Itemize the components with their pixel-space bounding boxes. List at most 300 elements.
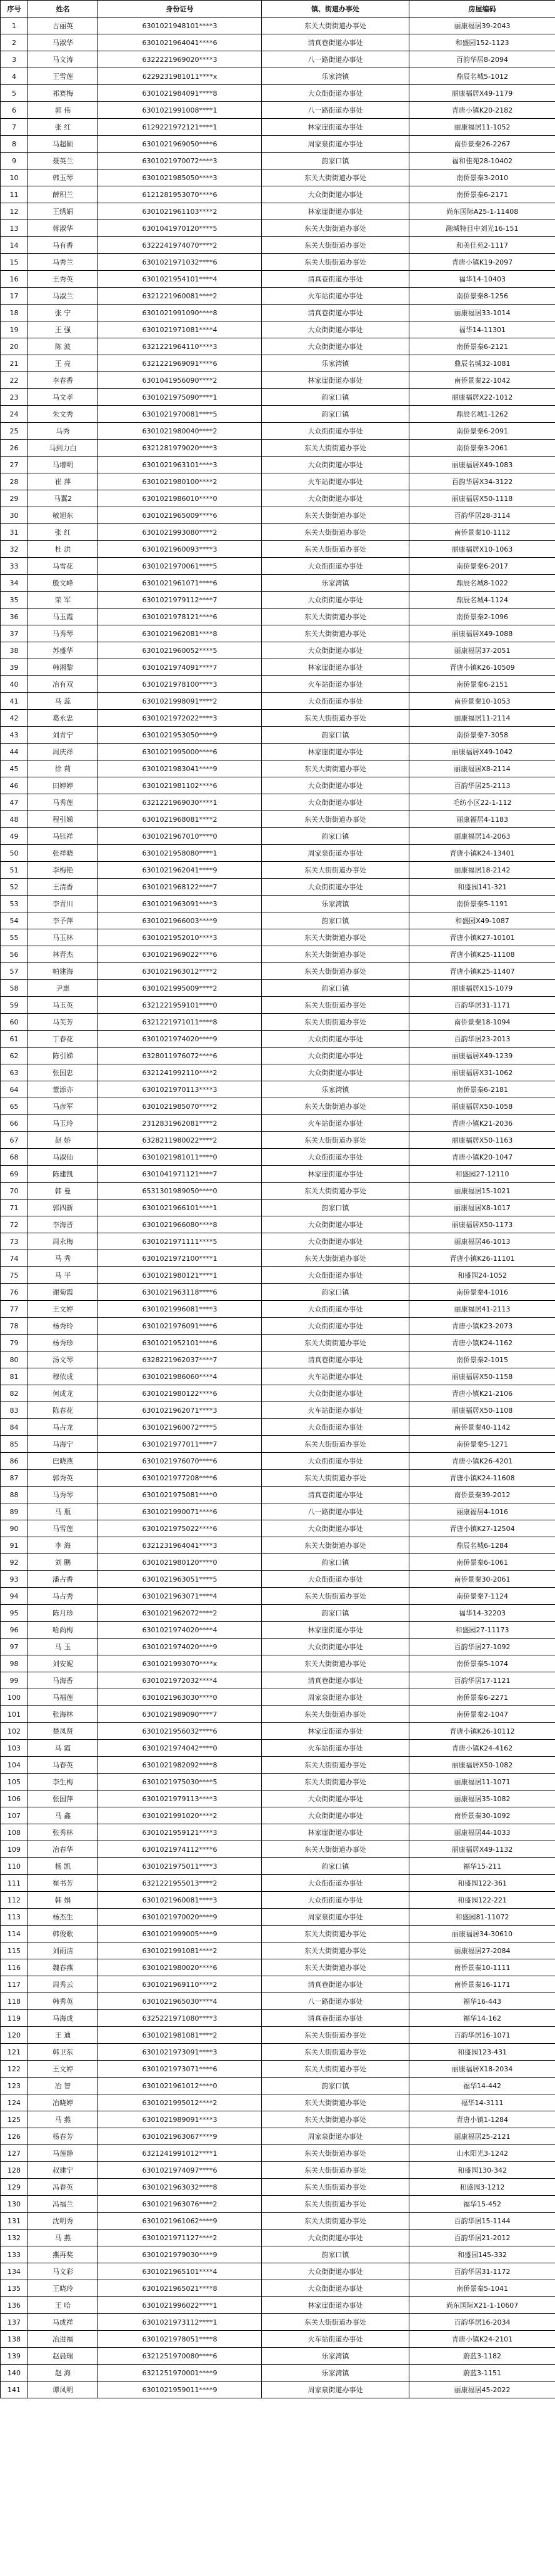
- cell-index: 32: [1, 541, 28, 558]
- cell-district: 大众街街道办事处: [262, 321, 409, 338]
- cell-id-number: 6301021959011****9: [98, 2382, 262, 2398]
- cell-house-code: 丽康福居27-2084: [409, 1942, 555, 1959]
- cell-name: 马秀: [28, 423, 98, 440]
- cell-id-number: 6301021966080****8: [98, 1216, 262, 1233]
- cell-district: 周家泉街道办事处: [262, 1689, 409, 1706]
- cell-index: 75: [1, 1267, 28, 1284]
- cell-house-code: 青唐小镇K20-1047: [409, 1149, 555, 1166]
- cell-index: 104: [1, 1757, 28, 1774]
- table-row: [1, 102, 555, 119]
- cell-house-code: 百韵华居16-1071: [409, 2027, 555, 2044]
- cell-index: 115: [1, 1942, 28, 1959]
- table-row: [1, 1048, 555, 1064]
- cell-id-number: 6301021970113****3: [98, 1081, 262, 1098]
- cell-name: 韩湘黎: [28, 659, 98, 676]
- table-row: [1, 220, 555, 237]
- cell-id-number: 6301021976091****6: [98, 1318, 262, 1335]
- cell-house-code: 丽康福居X8-1017: [409, 1200, 555, 1216]
- table-row: [1, 2162, 555, 2179]
- table-row: [1, 1284, 555, 1301]
- table-row: [1, 2061, 555, 2078]
- cell-id-number: 6301021972022****3: [98, 710, 262, 727]
- cell-house-code: 福华14-32203: [409, 1605, 555, 1622]
- cell-name: 朱文秀: [28, 406, 98, 423]
- cell-name: 潘占香: [28, 1571, 98, 1588]
- cell-name: 马增明: [28, 457, 98, 473]
- cell-house-code: 融城特目中刘光16-151: [409, 220, 555, 237]
- cell-district: 东关大街街道办事处: [262, 1132, 409, 1149]
- cell-district: 大众街街道办事处: [262, 1807, 409, 1824]
- table-row: [1, 2348, 555, 2365]
- cell-district: 清真巷街道办事处: [262, 2010, 409, 2027]
- cell-house-code: 尚东国际A25-1-11408: [409, 203, 555, 220]
- table-row: [1, 169, 555, 186]
- cell-house-code: 丽康福居X50-1108: [409, 1402, 555, 1419]
- cell-id-number: 6321221971011****8: [98, 1014, 262, 1031]
- table-row: [1, 1993, 555, 2010]
- cell-district: 周家泉街道办事处: [262, 136, 409, 153]
- cell-index: 77: [1, 1301, 28, 1318]
- cell-district: 大众街街道办事处: [262, 457, 409, 473]
- cell-house-code: 青唐小镇K27-10101: [409, 929, 555, 946]
- cell-name: 楚凤贤: [28, 1723, 98, 1740]
- cell-id-number: 6301021974042****0: [98, 1740, 262, 1757]
- cell-district: 东关大街街道办事处: [262, 1335, 409, 1351]
- table-row: [1, 1149, 555, 1166]
- cell-house-code: 鼎辰名城5-1012: [409, 68, 555, 85]
- table-row: [1, 845, 555, 862]
- cell-house-code: 南侨景秦7-1124: [409, 1588, 555, 1605]
- cell-name: 沈明秀: [28, 2213, 98, 2230]
- cell-district: 大众街街道办事处: [262, 642, 409, 659]
- cell-district: 韵家口镇: [262, 980, 409, 997]
- cell-district: 东关大街街道办事处: [262, 2179, 409, 2196]
- cell-house-code: 和盛园130-342: [409, 2162, 555, 2179]
- cell-name: 韩 曼: [28, 1183, 98, 1200]
- cell-district: 火车站街道办事处: [262, 473, 409, 490]
- cell-house-code: 南侨景秦2-1096: [409, 609, 555, 625]
- cell-house-code: 南侨景秦30-1092: [409, 1807, 555, 1824]
- cell-district: 韵家口镇: [262, 2078, 409, 2094]
- cell-house-code: 和盛园123-431: [409, 2044, 555, 2061]
- cell-name: 马 平: [28, 1267, 98, 1284]
- table-row: [1, 1774, 555, 1791]
- cell-house-code: 南侨景秦7-3058: [409, 727, 555, 744]
- cell-house-code: 丽康福居35-1082: [409, 1791, 555, 1807]
- cell-name: 马 秀: [28, 1250, 98, 1267]
- cell-index: 80: [1, 1351, 28, 1368]
- cell-id-number: 6301021966003****9: [98, 912, 262, 929]
- header-name: 姓名: [28, 1, 98, 18]
- cell-index: 29: [1, 490, 28, 507]
- cell-district: 大众街街道办事处: [262, 2230, 409, 2246]
- cell-index: 112: [1, 1892, 28, 1909]
- cell-district: 东关大街街道办事处: [262, 220, 409, 237]
- cell-district: 东关大街街道办事处: [262, 18, 409, 34]
- table-row: [1, 153, 555, 169]
- table-row: [1, 2246, 555, 2263]
- table-row: [1, 929, 555, 946]
- cell-house-code: 福华14-11301: [409, 321, 555, 338]
- cell-district: 大众街街道办事处: [262, 777, 409, 794]
- cell-index: 53: [1, 896, 28, 912]
- cell-id-number: 6301021965021****8: [98, 2280, 262, 2297]
- cell-house-code: 尚东国际X21-1-10607: [409, 2297, 555, 2314]
- cell-index: 120: [1, 2027, 28, 2044]
- cell-id-number: 6328221962037****7: [98, 1351, 262, 1368]
- cell-index: 22: [1, 372, 28, 389]
- cell-district: 周家泉街道办事处: [262, 1909, 409, 1926]
- cell-id-number: 6321221955013****2: [98, 1875, 262, 1892]
- header-row: [1, 1, 555, 18]
- cell-name: 张 宁: [28, 305, 98, 321]
- table-row: [1, 1503, 555, 1520]
- cell-district: 大众街街道办事处: [262, 1571, 409, 1588]
- table-row: [1, 1622, 555, 1639]
- cell-house-code: 丽康福居X50-1173: [409, 1216, 555, 1233]
- cell-id-number: 6301021971127****2: [98, 2230, 262, 2246]
- cell-district: 清真巷街道办事处: [262, 1487, 409, 1503]
- cell-district: 大众街街道办事处: [262, 1318, 409, 1335]
- cell-district: 乐家湾镇: [262, 1081, 409, 1098]
- cell-name: 崔 萍: [28, 473, 98, 490]
- cell-district: 大众街街道办事处: [262, 592, 409, 609]
- table-row: [1, 2044, 555, 2061]
- table-row: [1, 1250, 555, 1267]
- cell-id-number: 6301021979030****9: [98, 2246, 262, 2263]
- cell-index: 28: [1, 473, 28, 490]
- cell-index: 94: [1, 1588, 28, 1605]
- cell-name: 周永梅: [28, 1233, 98, 1250]
- cell-name: 赵晨瑞: [28, 2348, 98, 2365]
- cell-index: 86: [1, 1453, 28, 1470]
- cell-index: 51: [1, 862, 28, 879]
- cell-id-number: 6301021978051****8: [98, 2331, 262, 2348]
- cell-id-number: 6301021961012****0: [98, 2078, 262, 2094]
- table-row: [1, 1453, 555, 1470]
- table-row: [1, 1723, 555, 1740]
- cell-index: 42: [1, 710, 28, 727]
- cell-district: 东关大街街道办事处: [262, 760, 409, 777]
- cell-house-code: 丽康福居46-1013: [409, 1233, 555, 1250]
- cell-id-number: 6301021989090****7: [98, 1706, 262, 1723]
- cell-id-number: 6301021975081****0: [98, 1487, 262, 1503]
- cell-id-number: 6301021981102****6: [98, 777, 262, 794]
- cell-house-code: 丽康福居X49-1132: [409, 1841, 555, 1858]
- cell-name: 马芙芳: [28, 1014, 98, 1031]
- cell-district: 乐家湾镇: [262, 575, 409, 592]
- table-row: [1, 2213, 555, 2230]
- cell-house-code: 青唐小镇K26-4201: [409, 1453, 555, 1470]
- table-row: [1, 1841, 555, 1858]
- cell-index: 25: [1, 423, 28, 440]
- cell-name: 马海宁: [28, 1436, 98, 1453]
- table-row: [1, 440, 555, 457]
- cell-house-code: 鼎辰名城4-1124: [409, 592, 555, 609]
- table-row: [1, 288, 555, 305]
- cell-name: 马玉英: [28, 997, 98, 1014]
- cell-name: 马翼2: [28, 490, 98, 507]
- cell-index: 47: [1, 794, 28, 811]
- table-row: [1, 1436, 555, 1453]
- table-row: [1, 136, 555, 153]
- cell-id-number: 6301021975022****6: [98, 1520, 262, 1537]
- cell-house-code: 丽康福居44-1033: [409, 1824, 555, 1841]
- cell-district: 东关大街街道办事处: [262, 1942, 409, 1959]
- cell-index: 108: [1, 1824, 28, 1841]
- cell-house-code: 丽康福居X49-1042: [409, 744, 555, 760]
- cell-district: 韵家口镇: [262, 828, 409, 845]
- table-row: [1, 760, 555, 777]
- cell-district: 大众街街道办事处: [262, 490, 409, 507]
- cell-index: 116: [1, 1959, 28, 1976]
- cell-name: 马文彩: [28, 2263, 98, 2280]
- cell-id-number: 6301021980122****6: [98, 1385, 262, 1402]
- table-row: [1, 237, 555, 254]
- cell-name: 魏春燕: [28, 1959, 98, 1976]
- cell-house-code: 青唐小镇K25-11407: [409, 963, 555, 980]
- cell-name: 韩秀英: [28, 1993, 98, 2010]
- cell-index: 18: [1, 305, 28, 321]
- cell-index: 8: [1, 136, 28, 153]
- cell-house-code: 南侨景秦10-1112: [409, 524, 555, 541]
- cell-district: 大众街街道办事处: [262, 879, 409, 896]
- cell-district: 东关大街街道办事处: [262, 1183, 409, 1200]
- cell-index: 82: [1, 1385, 28, 1402]
- table-row: [1, 305, 555, 321]
- cell-id-number: 6301021963076****2: [98, 2196, 262, 2213]
- cell-id-number: 6301021991020****2: [98, 1807, 262, 1824]
- cell-house-code: 和盛园3-1212: [409, 2179, 555, 2196]
- cell-name: 张国忠: [28, 1064, 98, 1081]
- cell-name: 马淑华: [28, 34, 98, 51]
- cell-district: 清真巷街道办事处: [262, 271, 409, 288]
- cell-house-code: 福华14-10403: [409, 271, 555, 288]
- cell-name: 马淑仙: [28, 1149, 98, 1166]
- cell-district: 东关大街街道办事处: [262, 2213, 409, 2230]
- table-row: [1, 457, 555, 473]
- cell-house-code: 丽康福居X49-1083: [409, 457, 555, 473]
- cell-name: 刘青宁: [28, 727, 98, 744]
- cell-name: 冶有双: [28, 676, 98, 693]
- cell-district: 火车站街道办事处: [262, 676, 409, 693]
- cell-index: 14: [1, 237, 28, 254]
- cell-name: 荣 军: [28, 592, 98, 609]
- cell-name: 李梅艳: [28, 862, 98, 879]
- table-row: [1, 1402, 555, 1419]
- cell-index: 35: [1, 592, 28, 609]
- cell-id-number: 6301021952101****6: [98, 1335, 262, 1351]
- cell-id-number: 6301021977208****6: [98, 1470, 262, 1487]
- cell-index: 134: [1, 2263, 28, 2280]
- cell-index: 84: [1, 1419, 28, 1436]
- cell-name: 李青川: [28, 896, 98, 912]
- table-row: [1, 1301, 555, 1318]
- cell-district: 东关大街街道办事处: [262, 1959, 409, 1976]
- cell-index: 93: [1, 1571, 28, 1588]
- table-row: [1, 1740, 555, 1757]
- cell-index: 55: [1, 929, 28, 946]
- cell-index: 5: [1, 85, 28, 102]
- cell-house-code: 丽康福居X50-1118: [409, 490, 555, 507]
- cell-house-code: 南侨景秦5-1041: [409, 2280, 555, 2297]
- table-row: [1, 693, 555, 710]
- cell-house-code: 和盛园27-12110: [409, 1166, 555, 1183]
- cell-district: 林家崖街道办事处: [262, 744, 409, 760]
- cell-house-code: 青唐小镇K24-13401: [409, 845, 555, 862]
- cell-index: 46: [1, 777, 28, 794]
- cell-id-number: 6301021989091****3: [98, 2111, 262, 2128]
- cell-index: 85: [1, 1436, 28, 1453]
- table-row: [1, 271, 555, 288]
- cell-district: 大众街街道办事处: [262, 693, 409, 710]
- cell-index: 16: [1, 271, 28, 288]
- cell-id-number: 6301021961062****9: [98, 2213, 262, 2230]
- cell-name: 王 强: [28, 321, 98, 338]
- table-row: [1, 186, 555, 203]
- cell-id-number: 6301021995000****6: [98, 744, 262, 760]
- cell-house-code: 丽康福居X10-1063: [409, 541, 555, 558]
- cell-district: 大众街街道办事处: [262, 794, 409, 811]
- cell-district: 东关大街街道办事处: [262, 1537, 409, 1554]
- cell-index: 99: [1, 1672, 28, 1689]
- cell-house-code: 青唐小镇K24-11608: [409, 1470, 555, 1487]
- table-row: [1, 1520, 555, 1537]
- cell-district: 乐家湾镇: [262, 355, 409, 372]
- cell-name: 马 鑫: [28, 1807, 98, 1824]
- cell-name: 马文涛: [28, 51, 98, 68]
- cell-name: 马玉玲: [28, 1115, 98, 1132]
- cell-house-code: 丽康福居45-2022: [409, 2382, 555, 2398]
- cell-district: 清真巷街道办事处: [262, 1351, 409, 1368]
- table-row: [1, 710, 555, 727]
- cell-district: 大众街街道办事处: [262, 1149, 409, 1166]
- cell-district: 大众街街道办事处: [262, 85, 409, 102]
- cell-id-number: 6301021973071****6: [98, 2061, 262, 2078]
- cell-house-code: 南侨景秦4-1016: [409, 1284, 555, 1301]
- cell-index: 121: [1, 2044, 28, 2061]
- cell-name: 冶进福: [28, 2331, 98, 2348]
- cell-district: 东关大街街道办事处: [262, 1436, 409, 1453]
- cell-index: 129: [1, 2179, 28, 2196]
- cell-name: 马到力白: [28, 440, 98, 457]
- table-row: [1, 963, 555, 980]
- cell-id-number: 6301021960052****5: [98, 642, 262, 659]
- cell-district: 大众街街道办事处: [262, 1791, 409, 1807]
- cell-house-code: 丽康福居X8-2114: [409, 760, 555, 777]
- cell-index: 123: [1, 2078, 28, 2094]
- cell-id-number: 6301021981011****0: [98, 1149, 262, 1166]
- table-row: [1, 828, 555, 845]
- cell-id-number: 6301021970081****5: [98, 406, 262, 423]
- cell-district: 东关大街街道办事处: [262, 811, 409, 828]
- cell-district: 东关大街街道办事处: [262, 507, 409, 524]
- cell-index: 38: [1, 642, 28, 659]
- cell-district: 大众街街道办事处: [262, 1301, 409, 1318]
- cell-index: 30: [1, 507, 28, 524]
- table-row: [1, 727, 555, 744]
- cell-index: 103: [1, 1740, 28, 1757]
- table-row: [1, 1909, 555, 1926]
- cell-district: 东关大街街道办事处: [262, 2111, 409, 2128]
- cell-index: 52: [1, 879, 28, 896]
- cell-name: 李 海: [28, 1537, 98, 1554]
- cell-district: 大众街街道办事处: [262, 2263, 409, 2280]
- cell-name: 马占龙: [28, 1419, 98, 1436]
- cell-district: 东关大街街道办事处: [262, 609, 409, 625]
- cell-id-number: 6301021953050****9: [98, 727, 262, 744]
- table-row: [1, 1605, 555, 1622]
- cell-house-code: 青唐小镇K21-2106: [409, 1385, 555, 1402]
- header-house-code: 房屋编码: [409, 1, 555, 18]
- cell-id-number: 6328011976072****6: [98, 1048, 262, 1064]
- cell-district: 东关大街街道办事处: [262, 2061, 409, 2078]
- cell-index: 54: [1, 912, 28, 929]
- cell-name: 哈尚梅: [28, 1622, 98, 1639]
- cell-house-code: 丽康福居X49-1179: [409, 85, 555, 102]
- cell-district: 东关大街街道办事处: [262, 2314, 409, 2331]
- table-row: [1, 2382, 555, 2398]
- cell-name: 王 迪: [28, 2027, 98, 2044]
- cell-id-number: 6321221960081****2: [98, 288, 262, 305]
- cell-house-code: 丽康福居X49-1239: [409, 1048, 555, 1064]
- cell-house-code: 丽康福居X22-1012: [409, 389, 555, 406]
- cell-index: 39: [1, 659, 28, 676]
- cell-name: 李海晋: [28, 1216, 98, 1233]
- cell-name: 田婷婷: [28, 777, 98, 794]
- table-row: [1, 18, 555, 34]
- table-row: [1, 896, 555, 912]
- cell-name: 祁赛梅: [28, 85, 98, 102]
- cell-id-number: 6301021973112****1: [98, 2314, 262, 2331]
- table-row: [1, 2365, 555, 2382]
- cell-id-number: 6301041971121****7: [98, 1166, 262, 1183]
- cell-index: 10: [1, 169, 28, 186]
- cell-id-number: 6129221972121****1: [98, 119, 262, 136]
- cell-id-number: 6301021963030****0: [98, 1689, 262, 1706]
- cell-name: 赵 娇: [28, 1132, 98, 1149]
- cell-index: 20: [1, 338, 28, 355]
- table-row: [1, 609, 555, 625]
- cell-name: 聂英兰: [28, 153, 98, 169]
- table-row: [1, 355, 555, 372]
- table-row: [1, 119, 555, 136]
- cell-district: 大众街街道办事处: [262, 1892, 409, 1909]
- table-row: [1, 2314, 555, 2331]
- cell-id-number: 6301021961071****6: [98, 575, 262, 592]
- cell-index: 68: [1, 1149, 28, 1166]
- cell-district: 东关大街街道办事处: [262, 625, 409, 642]
- cell-index: 65: [1, 1098, 28, 1115]
- cell-district: 乐家湾镇: [262, 2348, 409, 2365]
- cell-house-code: 丽康福居X50-1058: [409, 1098, 555, 1115]
- cell-id-number: 6301021948101****3: [98, 18, 262, 34]
- cell-district: 周家泉街道办事处: [262, 2382, 409, 2398]
- cell-index: 138: [1, 2331, 28, 2348]
- table-row: [1, 558, 555, 575]
- cell-id-number: 6301021981081****2: [98, 2027, 262, 2044]
- table-row: [1, 2331, 555, 2348]
- cell-district: 大众街街道办事处: [262, 558, 409, 575]
- cell-house-code: 青唐小镇K21-2036: [409, 1115, 555, 1132]
- cell-house-code: 和美佳苑2-1117: [409, 237, 555, 254]
- cell-index: 128: [1, 2162, 28, 2179]
- cell-district: 大众街街道办事处: [262, 1233, 409, 1250]
- cell-id-number: 6301021979113****3: [98, 1791, 262, 1807]
- cell-id-number: 6301021961103****2: [98, 203, 262, 220]
- cell-index: 41: [1, 693, 28, 710]
- cell-district: 韵家口镇: [262, 1200, 409, 1216]
